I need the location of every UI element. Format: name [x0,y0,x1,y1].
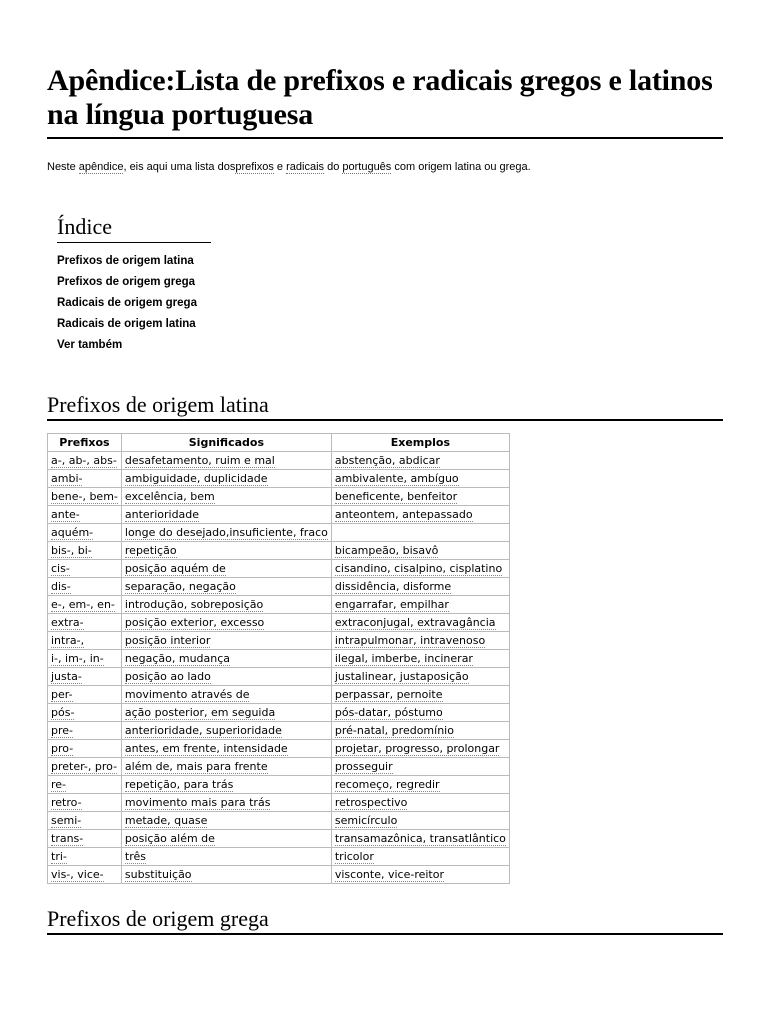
cell-significado-link[interactable]: ação posterior, em seguida [124,705,276,719]
cell-significado [121,470,331,488]
cell-prefixo-link[interactable]: e-, em-, en- [51,597,115,611]
cell-exemplo-link[interactable]: semicírculo [334,813,398,827]
cell-significado [121,506,331,524]
table-row [48,488,510,506]
intro-text: , eis aqui uma lista dos [123,161,236,173]
cell-significado-link[interactable]: além de, mais para frente [124,759,268,773]
cell-exemplo [331,722,509,740]
table-row [48,578,510,596]
cell-exemplo [331,668,509,686]
cell-exemplo [331,830,509,848]
cell-prefixo [48,758,122,776]
cell-significado-link[interactable]: metade, quase [124,813,208,827]
cell-exemplo-link[interactable]: recomeço, regredir [334,777,440,791]
toc-list [57,251,723,356]
cell-prefixo [48,596,122,614]
cell-significado-link[interactable]: anterioridade [124,507,200,521]
cell-significado [121,686,331,704]
cell-prefixo [48,866,122,884]
cell-prefixo [48,668,122,686]
cell-significado-link[interactable]: longe do desejado,insuficiente, fraco [124,525,328,539]
toc-item-radicais-grega[interactable]: Radicais de origem grega [57,297,197,309]
table-row [48,452,510,470]
cell-exemplo [331,488,509,506]
cell-exemplo [331,506,509,524]
cell-significado-link[interactable]: negação, mudança [124,651,231,665]
table-row [48,542,510,560]
cell-prefixo-link[interactable]: a-, ab-, abs- [51,453,117,467]
cell-exemplo [331,812,509,830]
cell-prefixo-link[interactable]: preter-, pro- [51,759,118,773]
cell-significado [121,524,331,542]
cell-prefixo-link[interactable]: extra- [51,615,84,629]
table-row [48,632,510,650]
table-row [48,740,510,758]
cell-exemplo-link[interactable]: beneficente, benfeitor [334,489,458,503]
cell-significado-link[interactable]: posição além de [124,831,215,845]
cell-prefixo [48,794,122,812]
cell-prefixo [48,704,122,722]
table-row [48,686,510,704]
cell-prefixo [48,506,122,524]
cell-significado [121,740,331,758]
prefixes-table [47,433,510,884]
cell-prefixo [48,524,122,542]
cell-significado [121,866,331,884]
table-row [48,722,510,740]
cell-significado [121,650,331,668]
cell-prefixo-link[interactable]: aquém- [51,525,94,539]
page-content [47,0,723,935]
table-row [48,830,510,848]
table-row [48,614,510,632]
toc-item-ver-tambem[interactable]: Ver também [57,339,123,351]
table-row [48,848,510,866]
cell-significado [121,578,331,596]
cell-significado-link[interactable]: movimento através de [124,687,250,701]
cell-significado [121,758,331,776]
cell-exemplo [331,794,509,812]
intro-text: e [273,161,287,173]
column-header-prefixos: Prefixos [48,434,122,452]
table-header-row [48,434,510,452]
cell-exemplo-link[interactable]: ambivalente, ambíguo [334,471,459,485]
intro-text: do [324,161,343,173]
cell-prefixo-link[interactable]: bis-, bi- [51,543,92,557]
cell-exemplo [331,614,509,632]
cell-significado-link[interactable]: repetição [124,543,177,557]
cell-exemplo-link[interactable]: projetar, progresso, prolongar [334,741,500,755]
intro-text: Neste [47,161,79,173]
toc-item-prefixos-grega[interactable]: Prefixos de origem grega [57,276,196,288]
cell-prefixo-link[interactable]: re- [51,777,67,791]
table-body [48,452,510,884]
cell-significado [121,848,331,866]
cell-exemplo [331,704,509,722]
cell-exemplo-link[interactable]: engarrafar, empilhar [334,597,449,611]
cell-exemplo-link[interactable]: tricolor [334,849,374,863]
cell-exemplo [331,848,509,866]
cell-exemplo [331,560,509,578]
cell-significado-link[interactable]: substituição [124,867,192,881]
cell-significado-link[interactable]: movimento mais para trás [124,795,271,809]
cell-prefixo [48,830,122,848]
cell-significado-link[interactable]: ambiguidade, duplicidade [124,471,268,485]
table-of-contents [57,214,723,356]
cell-prefixo-link[interactable]: dis- [51,579,71,593]
column-header-significados: Significados [121,434,331,452]
cell-exemplo-link[interactable]: bicampeão, bisavô [334,543,439,557]
cell-prefixo-link[interactable]: pre- [51,723,73,737]
cell-significado-link[interactable]: introdução, sobreposição [124,597,264,611]
cell-exemplo-link[interactable]: justalinear, justaposição [334,669,469,683]
toc-item-prefixos-latina[interactable]: Prefixos de origem latina [57,255,194,267]
cell-significado [121,632,331,650]
toc-item-radicais-latina[interactable]: Radicais de origem latina [57,318,196,330]
cell-prefixo-link[interactable]: trans- [51,831,84,845]
cell-exemplo [331,596,509,614]
cell-exemplo-link[interactable]: abstenção, abdicar [334,453,440,467]
cell-prefixo [48,776,122,794]
cell-prefixo [48,578,122,596]
cell-prefixo-link[interactable]: vis-, vice- [51,867,104,881]
cell-prefixo [48,812,122,830]
table-row [48,758,510,776]
cell-prefixo [48,542,122,560]
cell-prefixo [48,650,122,668]
cell-significado-link[interactable]: separação, negação [124,579,236,593]
cell-significado [121,596,331,614]
cell-exemplo-link[interactable]: pré-natal, predomínio [334,723,454,737]
cell-exemplo-link[interactable]: pós-datar, póstumo [334,705,443,719]
cell-significado [121,452,331,470]
cell-exemplo [331,650,509,668]
cell-significado [121,614,331,632]
cell-significado [121,830,331,848]
cell-exemplo [331,776,509,794]
cell-prefixo [48,470,122,488]
table-row [48,524,510,542]
cell-exemplo [331,740,509,758]
table-row [48,650,510,668]
cell-exemplo-link[interactable]: prosseguir [334,759,393,773]
cell-significado-link[interactable]: posição interior [124,633,211,647]
cell-prefixo-link[interactable]: tri- [51,849,67,863]
cell-significado-link[interactable]: posição exterior, excesso [124,615,265,629]
cell-prefixo [48,560,122,578]
cell-prefixo [48,488,122,506]
section-heading-prefixos-latina: Prefixos de origem latina [47,392,723,421]
cell-prefixo [48,686,122,704]
cell-prefixo-link[interactable]: per- [51,687,73,701]
table-row [48,470,510,488]
cell-exemplo [331,866,509,884]
cell-significado-link[interactable]: antes, em frente, intensidade [124,741,288,755]
cell-exemplo-link[interactable]: dissidência, disforme [334,579,452,593]
link-radicais[interactable]: radicais [286,161,325,173]
cell-significado-link[interactable]: desafetamento, ruim e mal [124,453,275,467]
cell-significado-link[interactable]: excelência, bem [124,489,215,503]
cell-exemplo-link[interactable]: retrospectivo [334,795,408,809]
cell-exemplo [331,542,509,560]
table-row [48,506,510,524]
cell-significado-link[interactable]: repetição, para trás [124,777,234,791]
link-prefixos[interactable]: prefixos [235,161,274,173]
section-heading-prefixos-grega: Prefixos de origem grega [47,906,723,935]
table-row [48,776,510,794]
cell-prefixo [48,614,122,632]
table-row [48,866,510,884]
cell-exemplo-link[interactable]: visconte, vice-reitor [334,867,444,881]
table-row [48,812,510,830]
intro-text: com origem latina ou grega. [391,161,531,173]
cell-prefixo-link[interactable]: retro- [51,795,82,809]
cell-exemplo [331,524,509,542]
link-portugues[interactable]: português [342,161,392,173]
cell-prefixo [48,452,122,470]
table-row [48,704,510,722]
cell-exemplo-link[interactable]: ilegal, imberbe, incinerar [334,651,473,665]
cell-prefixo-link[interactable]: intra-, [51,633,85,647]
cell-exemplo-link[interactable]: transamazônica, transatlântico [334,831,506,845]
cell-prefixo-link[interactable]: pós- [51,705,75,719]
cell-prefixo-link[interactable]: justa- [51,669,82,683]
cell-significado [121,704,331,722]
cell-prefixo-link[interactable]: ambi- [51,471,83,485]
cell-prefixo-link[interactable]: bene-, bem- [51,489,118,503]
cell-exemplo [331,470,509,488]
table-row [48,596,510,614]
cell-significado-link[interactable]: posição ao lado [124,669,211,683]
cell-prefixo [48,632,122,650]
cell-exemplo [331,578,509,596]
cell-significado-link[interactable]: três [124,849,146,863]
cell-prefixo-link[interactable]: cis- [51,561,70,575]
cell-prefixo [48,722,122,740]
cell-exemplo [331,632,509,650]
cell-prefixo [48,740,122,758]
cell-exemplo-link[interactable]: perpassar, pernoite [334,687,443,701]
cell-significado [121,542,331,560]
cell-significado [121,722,331,740]
cell-prefixo-link[interactable]: semi- [51,813,82,827]
toc-heading: Índice [57,214,211,243]
cell-exemplo-link[interactable]: anteontem, antepassado [334,507,473,521]
cell-prefixo-link[interactable]: pro- [51,741,74,755]
cell-exemplo [331,758,509,776]
cell-significado-link[interactable]: anterioridade, superioridade [124,723,282,737]
cell-significado [121,488,331,506]
intro-paragraph [47,160,723,174]
cell-significado [121,794,331,812]
cell-significado [121,560,331,578]
cell-significado [121,668,331,686]
cell-prefixo-link[interactable]: i-, im-, in- [51,651,104,665]
page-title: Apêndice:Lista de prefixos e radicais gregos e latinos na língua portuguesa [47,0,723,139]
table-row [48,668,510,686]
link-apendice[interactable]: apêndice [78,161,124,173]
column-header-exemplos: Exemplos [331,434,509,452]
cell-exemplo [331,686,509,704]
cell-exemplo-link[interactable]: extraconjugal, extravagância [334,615,496,629]
cell-prefixo [48,848,122,866]
table-row [48,560,510,578]
cell-exemplo [331,452,509,470]
table-row [48,794,510,812]
cell-significado [121,776,331,794]
cell-exemplo-link[interactable]: intrapulmonar, intravenoso [334,633,486,647]
cell-exemplo-link[interactable]: cisandino, cisalpino, cisplatino [334,561,503,575]
cell-significado [121,812,331,830]
cell-prefixo-link[interactable]: ante- [51,507,80,521]
cell-significado-link[interactable]: posição aquém de [124,561,226,575]
